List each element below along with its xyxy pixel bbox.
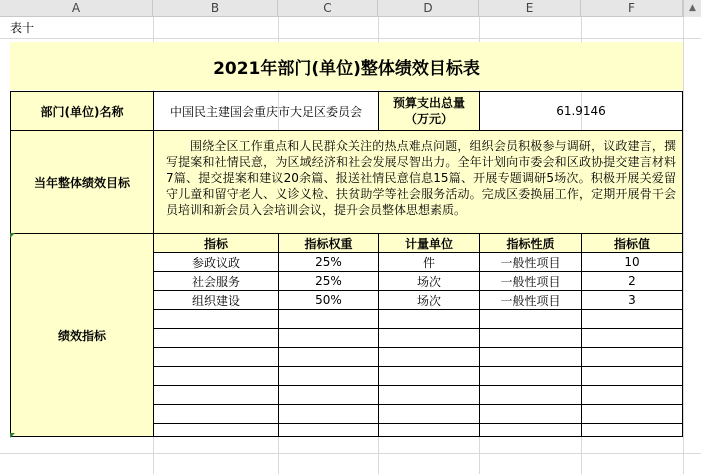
table-cell-empty[interactable] [153,404,279,424]
table-cell-empty[interactable] [153,347,279,367]
dept-name-label[interactable]: 部门(单位)名称 [10,91,154,131]
table-cell-indicator-name[interactable]: 组织建设 [153,290,279,310]
table-cell-indicator-unit[interactable]: 场次 [378,290,480,310]
table-cell-empty[interactable] [581,385,683,405]
table-cell-indicator-weight[interactable]: 25% [278,271,379,291]
table-cell-empty[interactable] [278,309,379,329]
comment-marker-icon [10,433,15,438]
table-cell-indicator-nature[interactable]: 一般性项目 [479,252,582,272]
table-cell-indicator-value[interactable]: 3 [581,290,683,310]
gridline [683,17,684,474]
table-cell-empty[interactable] [581,347,683,367]
table-cell-indicator-unit[interactable]: 件 [378,252,480,272]
annual-goal-label[interactable]: 当年整体绩效目标 [10,130,154,234]
table-cell-indicator-value[interactable]: 10 [581,252,683,272]
table-cell-empty[interactable] [153,328,279,348]
table-cell-empty[interactable] [278,328,379,348]
sheet-corner-label[interactable]: 表十 [10,21,35,35]
column-header-b[interactable]: B [153,0,278,17]
table-cell-empty[interactable] [278,347,379,367]
table-cell-empty[interactable] [581,423,683,437]
table-cell-indicator-nature[interactable]: 一般性项目 [479,290,582,310]
table-cell-indicator-name[interactable]: 参政议政 [153,252,279,272]
gridline [0,38,701,39]
table-cell-empty[interactable] [153,423,279,437]
column-header-d[interactable]: D [378,0,479,17]
table-cell-indicator-weight[interactable]: 25% [278,252,379,272]
column-header-e[interactable]: E [479,0,581,17]
table-cell-empty[interactable] [479,347,582,367]
table-cell-empty[interactable] [278,423,379,437]
table-title[interactable]: 2021年部门(单位)整体绩效目标表 [10,42,683,90]
table-cell-indicator-nature[interactable]: 一般性项目 [479,271,582,291]
table-cell-empty[interactable] [278,404,379,424]
table-cell-empty[interactable] [479,423,582,437]
column-header-a[interactable]: A [0,0,153,17]
table-cell-empty[interactable] [479,328,582,348]
table-cell-empty[interactable] [153,366,279,386]
annual-goal-text[interactable]: 围绕全区工作重点和人民群众关注的热点难点问题，组织会员积极参与调研，议政建言，撰写提案和社情民意，为区域经济和社会发展尽智出力。全年计划向市委会和区政协提交建言材料7篇、提交提案和建议20余篇、报送社情民意信息15篇、开展专题调研5场次。积极开展关爱留守儿童和留守老人、义诊义检、扶贫助学等社会服务活动。完成区委换届工作，定期开展骨干会员培训和新会员入会培训会议，提升会员整体思想素质。 [153,130,683,234]
table-cell-empty[interactable] [581,366,683,386]
indicator-header-unit[interactable]: 计量单位 [378,233,480,253]
table-cell-empty[interactable] [581,309,683,329]
dept-name-value[interactable]: 中国民主建国会重庆市大足区委员会 [153,91,379,131]
table-cell-indicator-unit[interactable]: 场次 [378,271,480,291]
table-cell-empty[interactable] [581,404,683,424]
table-cell-empty[interactable] [378,309,480,329]
indicator-header-nature[interactable]: 指标性质 [479,233,582,253]
table-cell-indicator-name[interactable]: 社会服务 [153,271,279,291]
table-cell-empty[interactable] [378,347,480,367]
column-header-f[interactable]: F [581,0,683,17]
table-cell-empty[interactable] [581,328,683,348]
indicator-header-weight[interactable]: 指标权重 [278,233,379,253]
table-cell-indicator-weight[interactable]: 50% [278,290,379,310]
table-cell-empty[interactable] [479,366,582,386]
table-cell-empty[interactable] [479,404,582,424]
table-cell-empty[interactable] [378,423,480,437]
comment-marker-icon [10,233,15,238]
table-cell-empty[interactable] [278,385,379,405]
column-header-c[interactable]: C [278,0,378,17]
table-cell-empty[interactable] [378,404,480,424]
indicator-header-value[interactable]: 指标值 [581,233,683,253]
table-cell-empty[interactable] [479,309,582,329]
performance-indicators-label[interactable]: 绩效指标 [10,233,154,437]
scroll-up-icon[interactable]: ▲ [683,0,701,17]
budget-label[interactable]: 预算支出总量（万元） [378,91,480,131]
indicator-header-name[interactable]: 指标 [153,233,279,253]
table-cell-empty[interactable] [479,385,582,405]
table-cell-empty[interactable] [153,309,279,329]
gridline [0,453,701,454]
table-cell-empty[interactable] [278,366,379,386]
budget-value[interactable]: 61.9146 [479,91,683,131]
table-cell-empty[interactable] [153,385,279,405]
table-cell-empty[interactable] [378,385,480,405]
table-cell-empty[interactable] [378,366,480,386]
table-cell-empty[interactable] [378,328,480,348]
table-cell-indicator-value[interactable]: 2 [581,271,683,291]
